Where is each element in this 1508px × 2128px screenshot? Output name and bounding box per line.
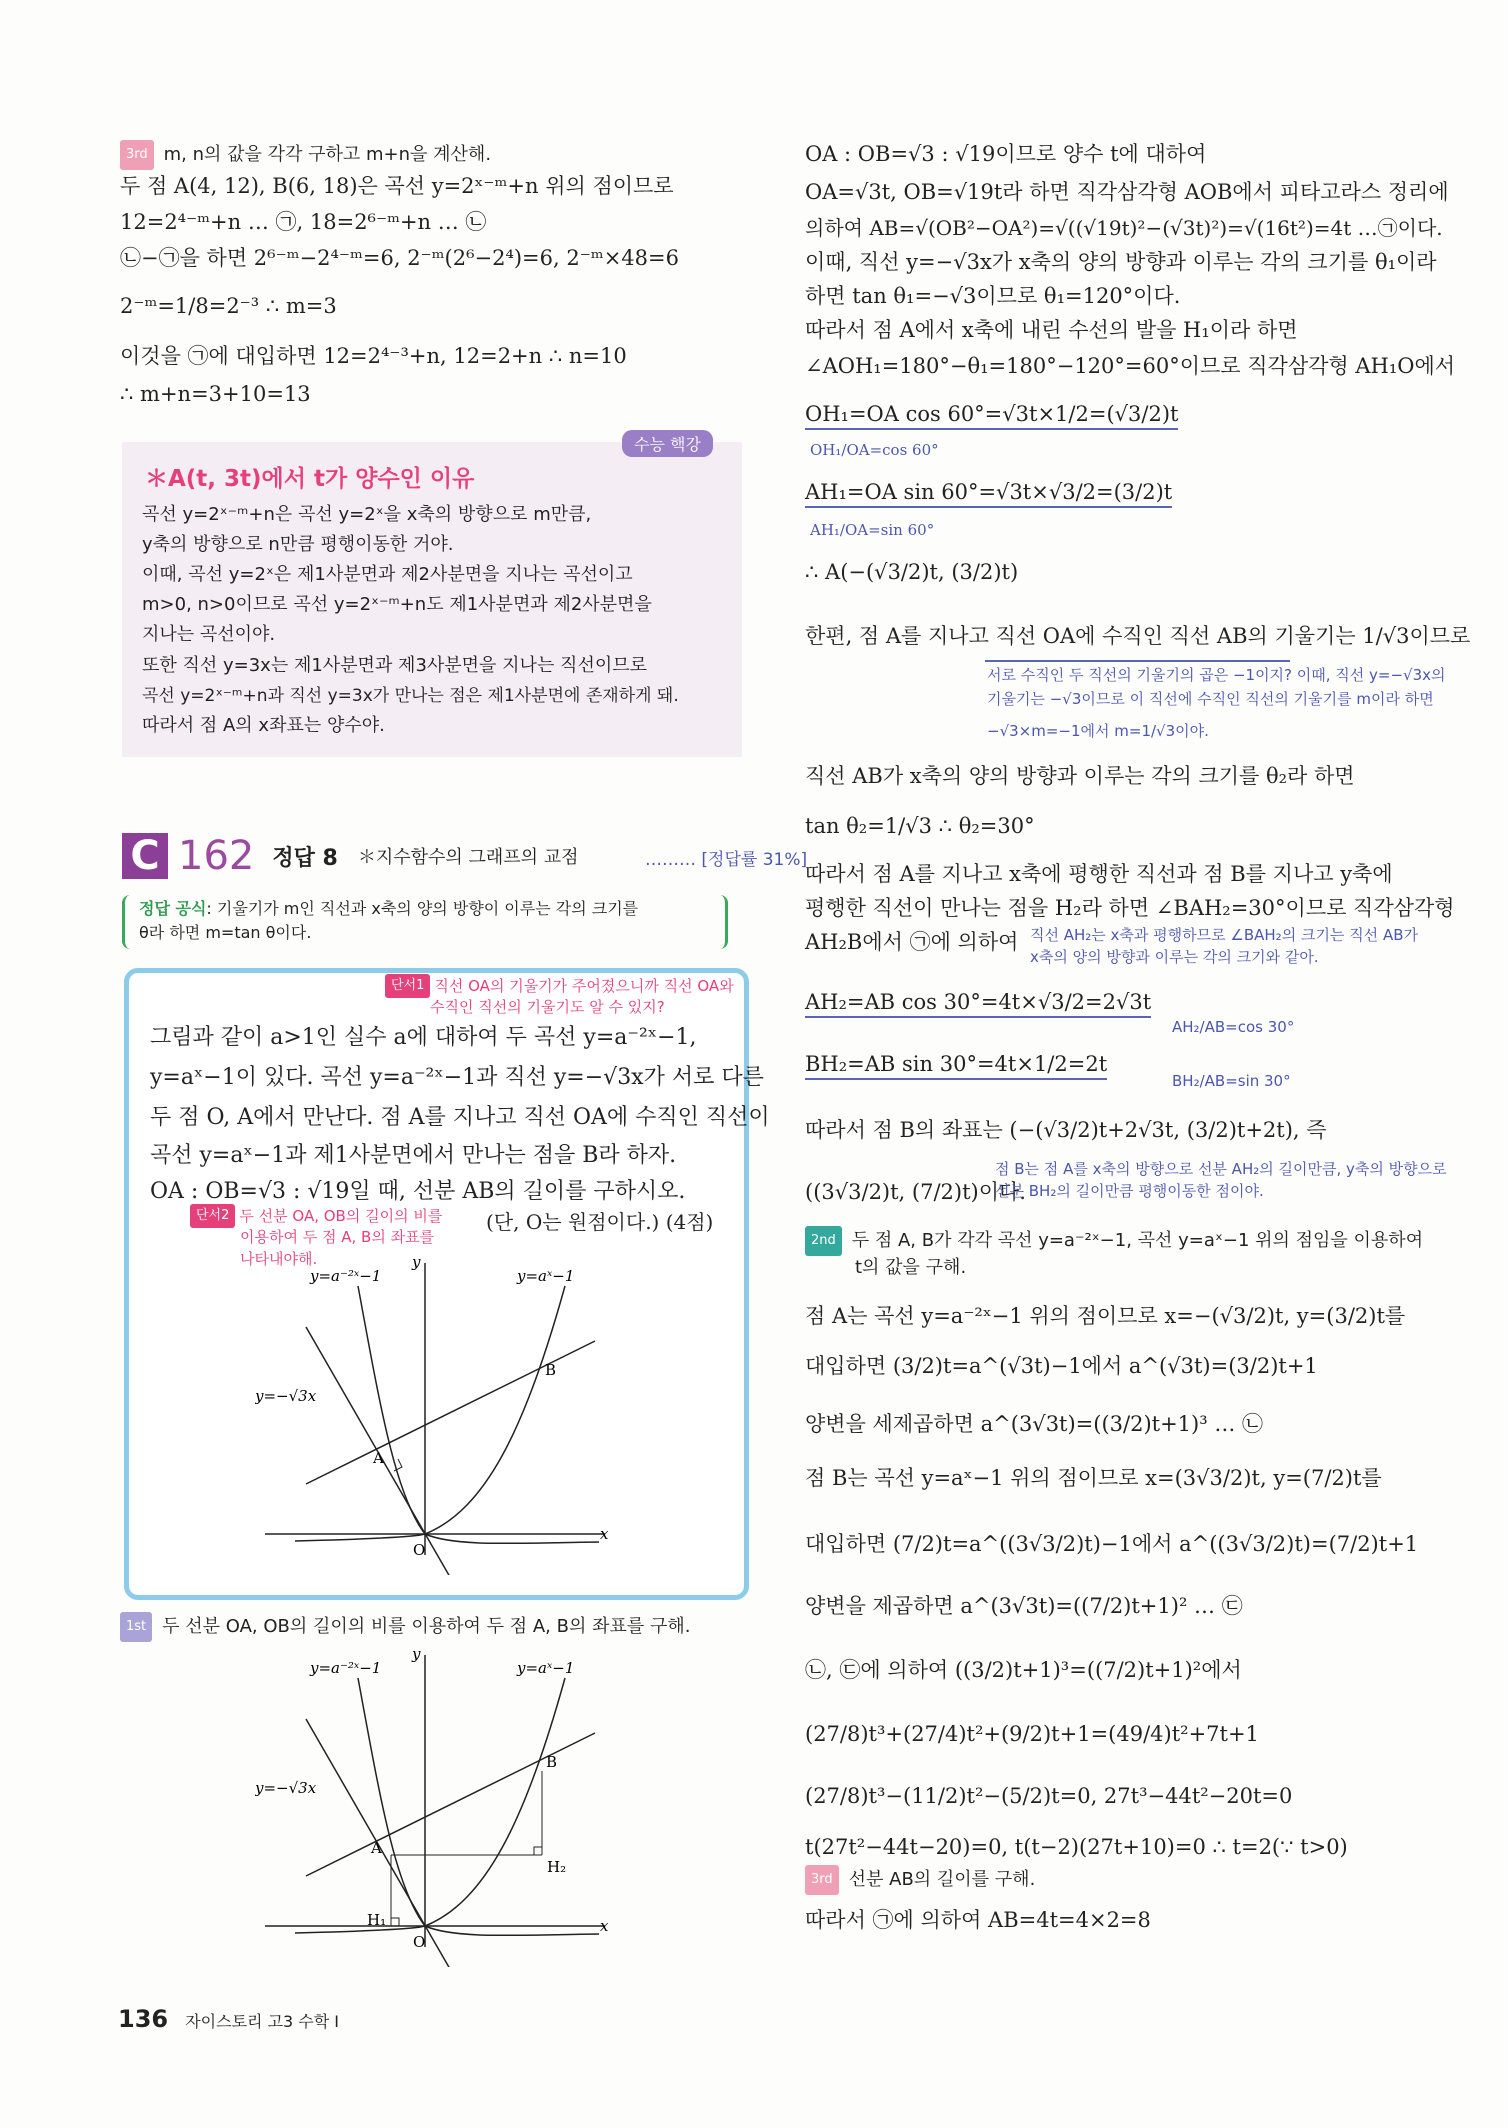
line-label: y=−√3x — [255, 1779, 317, 1797]
topic: ＊지수함수의 그래프의 교점 — [357, 847, 579, 868]
note-sin30: BH₂/AB=sin 30° — [1172, 1072, 1291, 1090]
note-perpendicular: 서로 수직인 두 직선의 기울기의 곱은 −1이지? 이때, 직선 y=−√3x의 — [987, 666, 1446, 684]
origin-label: O — [413, 1541, 426, 1559]
solution-line: 대입하면 (3/2)t=a^(√3t)−1에서 a^(√3t)=(3/2)t+1 — [805, 1354, 1318, 1378]
hint-text: 두 선분 OA, OB의 길이의 비를 — [239, 1207, 443, 1225]
point-a-label: A — [373, 1449, 384, 1467]
step1-heading — [120, 1612, 690, 1642]
problem-condition: (단, O는 원점이다.) (4점) — [486, 1210, 714, 1234]
step-label: 두 선분 OA, OB의 길이의 비를 이용하여 두 점 A, B의 좌표를 구해. — [162, 1616, 691, 1637]
solution-line: 대입하면 (7/2)t=a^((3√3/2)t)−1에서 a^((3√3/2)t)=(7/2)t+1 — [805, 1532, 1419, 1556]
note-ah2: 직선 AH₂는 x축과 평행하므로 ∠BAH₂의 크기는 직선 AB가 — [1030, 926, 1418, 944]
note-ah1: AH₁/OA=sin 60° — [810, 521, 935, 539]
step-label: m, n의 값을 각각 구하고 m+n을 계산해. — [163, 144, 492, 165]
insight-title: ＊A(t, 3t)에서 t가 양수인 이유 — [145, 466, 475, 492]
solution-line: 점 A는 곡선 y=a⁻²ˣ−1 위의 점이므로 x=−(√3/2)t, y=(3/2)t를 — [805, 1304, 1406, 1328]
curve-a-x — [295, 1286, 565, 1541]
solution-line: 따라서 점 B의 좌표는 (−(√3/2)t+2√3t, (3/2)t+2t), 즉 — [805, 1118, 1327, 1142]
hint2-line: 이용하여 두 점 A, B의 좌표를 — [240, 1228, 435, 1246]
solution-line: 2⁻ᵐ=1/8=2⁻³ ∴ m=3 — [120, 294, 337, 318]
solution-line: ∴ A(−(√3/2)t, (3/2)t) — [805, 560, 1019, 584]
point-h2-label: H₂ — [547, 1858, 567, 1876]
solution-line: 직선 AB가 x축의 양의 방향과 이루는 각의 크기를 θ₂라 하면 — [805, 764, 1355, 788]
curve-a-neg2x — [358, 1286, 599, 1543]
insight-line: 이때, 곡선 y=2ˣ은 제1사분면과 제2사분면을 지나는 곡선이고 — [142, 564, 633, 585]
solution-line: ㉡−㉠을 하면 2⁶⁻ᵐ−2⁴⁻ᵐ=6, 2⁻ᵐ(2⁶−2⁴)=6, 2⁻ᵐ×48=6 — [120, 246, 679, 270]
solution-graph — [255, 1647, 620, 1967]
problem-graph — [255, 1255, 620, 1575]
curve2-label: y=aˣ−1 — [517, 1659, 575, 1677]
curve1-label: y=a⁻²ˣ−1 — [310, 1659, 382, 1677]
solution-line: 평행한 직선이 만나는 점을 H₂라 하면 ∠BAH₂=30°이므로 직각삼각형 — [805, 896, 1455, 920]
solution-line: tan θ₂=1/√3 ∴ θ₂=30° — [805, 814, 1035, 838]
note-b: 점 B는 점 A를 x축의 방향으로 선분 AH₂의 길이만큼, y축의 방향으로 — [995, 1160, 1447, 1178]
solution-line: ∠AOH₁=180°−θ₁=180°−120°=60°이므로 직각삼각형 AH₁O에서 — [805, 354, 1456, 378]
note-cos30: AH₂/AB=cos 30° — [1172, 1018, 1295, 1036]
curve1-label: y=a⁻²ˣ−1 — [310, 1267, 382, 1285]
hint1 — [385, 974, 734, 998]
problem-header — [122, 830, 579, 882]
problem-line: 곡선 y=aˣ−1과 제1사분면에서 만나는 점을 B라 하자. — [150, 1143, 677, 1168]
solution-line: 한편, 점 A를 지나고 직선 OA에 수직인 직선 AB의 기울기는 1/√3이므로 — [805, 624, 1471, 648]
y-label: y — [412, 1647, 421, 1663]
solution-line: 12=2⁴⁻ᵐ+n … ㉠, 18=2⁶⁻ᵐ+n … ㉡ — [120, 210, 487, 234]
hint-badge: 단서1 — [385, 974, 430, 998]
solution-line: ((3√3/2)t, (7/2)t)이다. — [805, 1180, 1026, 1204]
right-angle-mark — [534, 1847, 542, 1855]
hint2 — [190, 1204, 442, 1228]
solution-line: (27/8)t³−(11/2)t²−(5/2)t=0, 27t³−44t²−20t=0 — [805, 1784, 1293, 1808]
step2-heading — [805, 1226, 1423, 1256]
solution-line: ㉡, ㉢에 의하여 ((3/2)t+1)³=((7/2)t+1)²에서 — [805, 1658, 1242, 1682]
insight-line: 곡선 y=2ˣ⁻ᵐ+n과 직선 y=3x가 만나는 점은 제1사분면에 존재하게 돼. — [142, 686, 679, 706]
point-h1-label: H₁ — [367, 1911, 387, 1929]
insight-line: 또한 직선 y=3x는 제1사분면과 제3사분면을 지나는 직선이므로 — [142, 655, 647, 676]
step-badge: 3rd — [805, 1865, 839, 1895]
solution-line: AH₁=OA sin 60°=√3t×√3/2=(3/2)t — [805, 478, 1172, 508]
solution-line: OA : OB=√3 : √19이므로 양수 t에 대하여 — [805, 142, 1207, 166]
solution-line: 하면 tan θ₁=−√3이므로 θ₁=120°이다. — [805, 284, 1181, 308]
problem-line: 두 점 O, A에서 만난다. 점 A를 지나고 직선 OA에 수직인 직선이 — [150, 1105, 770, 1130]
step-badge: 1st — [120, 1612, 152, 1642]
solution-line: ∴ m+n=3+10=13 — [120, 382, 311, 406]
insight-line: m>0, n>0이므로 곡선 y=2ˣ⁻ᵐ+n도 제1사분면과 제2사분면을 — [142, 594, 652, 615]
page-number: 136 — [118, 2005, 169, 2033]
note-oh1: OH₁/OA=cos 60° — [810, 441, 939, 459]
right-angle-mark — [391, 1918, 399, 1926]
formula-text: : 기울기가 m인 직선과 x축의 양의 방향이 이루는 각의 크기를 — [206, 899, 639, 918]
note-ah2: x축의 양의 방향과 이루는 각의 크기와 같아. — [1030, 948, 1319, 966]
hint2-line: 나타내야해. — [240, 1250, 318, 1268]
solution-line: AH₂=AB cos 30°=4t×√3/2=2√3t — [805, 988, 1151, 1018]
point-b-label: B — [546, 1753, 558, 1771]
insight-line: 지나는 곡선이야. — [142, 624, 276, 645]
book-title: 자이스토리 고3 수학 I — [185, 2012, 340, 2031]
formula-label: 정답 공식 — [139, 899, 207, 918]
solution-line: OA=√3t, OB=√19t라 하면 직각삼각형 AOB에서 피타고라스 정리에 — [805, 180, 1449, 204]
curve2-label: y=aˣ−1 — [517, 1267, 575, 1285]
level-badge: C — [122, 833, 168, 879]
hint-text: 직선 OA의 기울기가 주어졌으니까 직선 OA와 — [434, 977, 734, 995]
step-badge: 3rd — [120, 140, 154, 170]
solution-line: 이것을 ㉠에 대입하면 12=2⁴⁻³+n, 12=2+n ∴ n=10 — [120, 344, 627, 368]
step-label: 선분 AB의 길이를 구해. — [848, 1869, 1036, 1890]
problem-line: y=aˣ−1이 있다. 곡선 y=a⁻²ˣ−1과 직선 y=−√3x가 서로 다른 — [150, 1065, 764, 1090]
final-answer-line: 따라서 ㉠에 의하여 AB=4t=4×2=8 — [805, 1908, 1151, 1932]
solution-line: 양변을 세제곱하면 a^(3√3t)=((3/2)t+1)³ … ㉡ — [805, 1412, 1264, 1436]
insight-line: y축의 방향으로 n만큼 평행이동한 거야. — [142, 534, 454, 555]
problem-line: OA : OB=√3 : √19일 때, 선분 AB의 길이를 구하시오. — [150, 1179, 686, 1204]
step3-heading — [120, 140, 491, 170]
page-footer — [118, 2005, 339, 2033]
solution-line: t(27t²−44t−20)=0, t(t−2)(27t+10)=0 ∴ t=2(∵ t>0) — [805, 1835, 1348, 1859]
solution-line: 점 B는 곡선 y=aˣ−1 위의 점이므로 x=(3√3/2)t, y=(7/2)t를 — [805, 1466, 1382, 1490]
solution-line: 이때, 직선 y=−√3x가 x축의 양의 방향과 이루는 각의 크기를 θ₁이라 — [805, 250, 1437, 274]
solution-line: 따라서 점 A를 지나고 x축에 평행한 직선과 점 B를 지나고 y축에 — [805, 862, 1393, 886]
line-label: y=−√3x — [255, 1387, 317, 1405]
solution-line: 두 점 A(4, 12), B(6, 18)은 곡선 y=2ˣ⁻ᵐ+n 위의 점이므로 — [120, 174, 674, 198]
solution-line: AH₂B에서 ㉠에 의하여 — [805, 930, 1019, 954]
insight-line: 곡선 y=2ˣ⁻ᵐ+n은 곡선 y=2ˣ을 x축의 방향으로 m만큼, — [142, 504, 592, 525]
origin-label: O — [413, 1933, 426, 1951]
formula-text: θ라 하면 m=tan θ이다. — [139, 923, 312, 942]
problem-number: 162 — [178, 833, 255, 879]
point-b-label: B — [545, 1361, 557, 1379]
x-label: x — [600, 1917, 609, 1935]
solution-line: BH₂=AB sin 30°=4t×1/2=2t — [805, 1050, 1107, 1080]
step3-heading — [805, 1865, 1035, 1895]
solution-line: (27/8)t³+(27/4)t²+(9/2)t+1=(49/4)t²+7t+1 — [805, 1722, 1259, 1746]
solution-line: 양변을 제곱하면 a^(3√3t)=((7/2)t+1)² … ㉢ — [805, 1594, 1243, 1618]
note-b: 선분 BH₂의 길이만큼 평행이동한 점이야. — [995, 1182, 1264, 1200]
curve-a-x — [295, 1678, 565, 1933]
insight-tag: 수능 핵강 — [622, 430, 713, 457]
correct-rate: ……… [정답률 31%] — [645, 850, 808, 870]
problem-line: 그림과 같이 a>1인 실수 a에 대하여 두 곡선 y=a⁻²ˣ−1, — [150, 1025, 697, 1050]
step2-heading-cont: t의 값을 구해. — [855, 1257, 967, 1278]
solution-line: OH₁=OA cos 60°=√3t×1/2=(√3/2)t — [805, 400, 1178, 430]
note-perpendicular: −√3×m=−1에서 m=1/√3이야. — [987, 722, 1209, 740]
answer-formula — [122, 895, 728, 949]
hint1-line2: 수직인 직선의 기울기도 알 수 있지? — [430, 998, 665, 1016]
solution-line: 의하여 AB=√(OB²−OA²)=√((√19t)²−(√3t)²)=√(16t²)=4t …㉠이다. — [805, 216, 1443, 240]
x-label: x — [600, 1525, 609, 1543]
solution-line: 따라서 점 A에서 x축에 내린 수선의 발을 H₁이라 하면 — [805, 318, 1298, 342]
hint-badge: 단서2 — [190, 1204, 235, 1228]
answer: 정답 8 — [272, 845, 338, 871]
point-a-label: A — [371, 1839, 382, 1857]
step-badge: 2nd — [805, 1226, 842, 1256]
y-label: y — [412, 1255, 421, 1271]
insight-line: 따라서 점 A의 x좌표는 양수야. — [142, 715, 385, 736]
note-perpendicular: 기울기는 −√3이므로 이 직선에 수직인 직선의 기울기를 m이라 하면 — [987, 690, 1434, 708]
underline — [985, 660, 1290, 662]
step-label: 두 점 A, B가 각각 곡선 y=a⁻²ˣ−1, 곡선 y=aˣ−1 위의 점임을 이용하여 — [851, 1230, 1424, 1251]
curve-a-neg2x — [358, 1678, 599, 1935]
